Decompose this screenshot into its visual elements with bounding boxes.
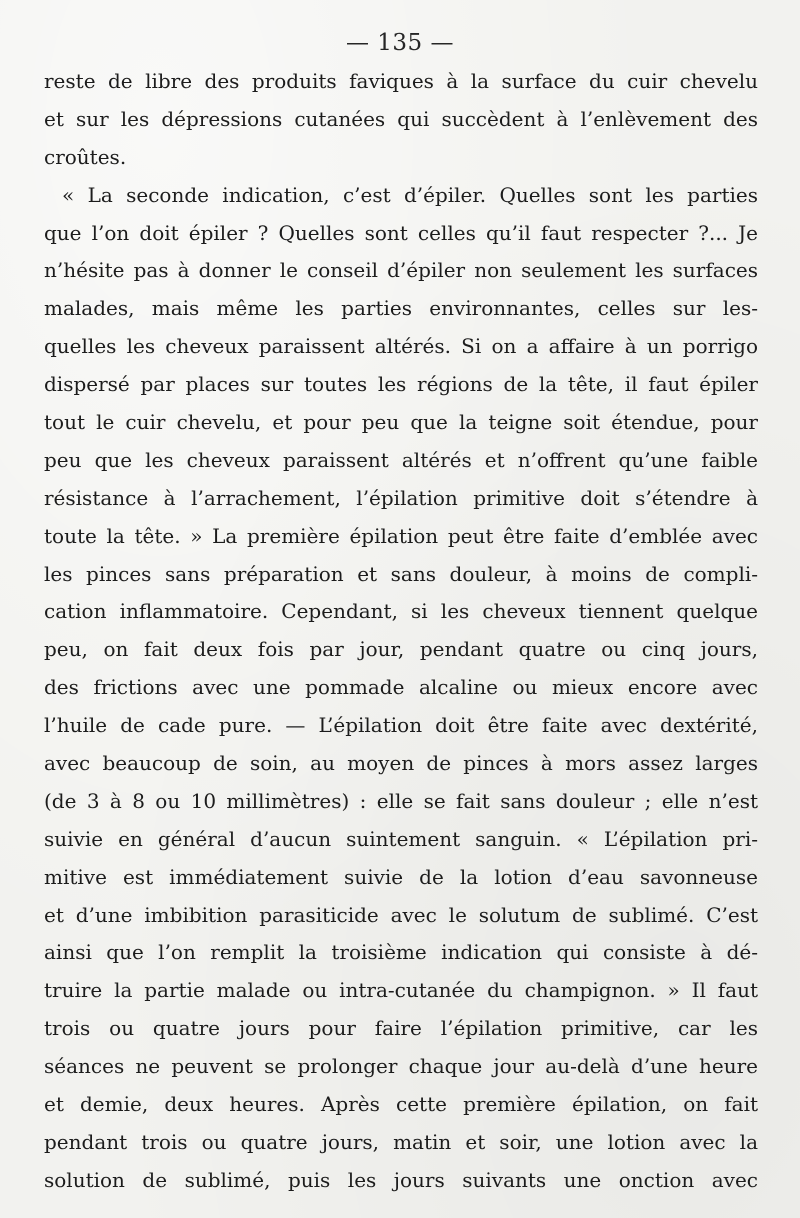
text-line: et demie, deux heures. Après cette première épilation, on fait <box>44 1092 758 1117</box>
text-line: ainsi que l’on remplit la troisième indication qui consiste à dé- <box>44 940 758 965</box>
text-line: et sur les dépressions cutanées qui succèdent à l’enlèvement des <box>44 106 758 131</box>
text-line: pendant trois ou quatre jours, matin et soir, une lotion avec la <box>44 1129 758 1154</box>
text-line: croûtes. <box>44 144 127 169</box>
text-line: malades, mais même les parties environnantes, celles sur les- <box>44 296 758 321</box>
text-line: suivie en général d’aucun suintement sanguin. « L’épilation pri- <box>44 826 758 851</box>
text-line: toute la tête. » La première épilation peut être faite d’emblée avec <box>44 523 758 548</box>
text-line: peu que les cheveux paraissent altérés et n’offrent qu’une faible <box>44 447 758 472</box>
text-line: l’huile de cade pure. — L’épilation doit être faite avec dextérité, <box>44 713 758 738</box>
text-line: mitive est immédiatement suivie de la lotion d’eau savonneuse <box>44 864 758 889</box>
text-line: cation inflammatoire. Cependant, si les cheveux tiennent quelque <box>44 599 758 624</box>
text-line: peu, on fait deux fois par jour, pendant quatre ou cinq jours, <box>44 637 758 662</box>
text-line: (de 3 à 8 ou 10 millimètres) : elle se fait sans douleur ; elle n’est <box>44 788 758 813</box>
body-text <box>44 63 758 1200</box>
text-line: tout le cuir chevelu, et pour peu que la teigne soit étendue, pour <box>44 410 758 435</box>
text-line: des frictions avec une pommade alcaline ou mieux encore avec <box>44 675 758 700</box>
text-line: reste de libre des produits faviques à la surface du cuir chevelu <box>44 69 758 93</box>
text-line: séances ne peuvent se prolonger chaque jour au-delà d’une heure <box>44 1054 758 1079</box>
page-number: — 135 — <box>345 30 455 56</box>
text-line: dispersé par places sur toutes les régions de la tête, il faut épiler <box>44 372 758 397</box>
text-line: les pinces sans préparation et sans douleur, à moins de compli- <box>44 561 758 586</box>
text-line: truire la partie malade ou intra-cutanée du champignon. » Il faut <box>44 978 758 1003</box>
text-line: que l’on doit épiler ? Quelles sont celles qu’il faut respecter ?... Je <box>44 220 758 245</box>
text-line: « La seconde indication, c’est d’épiler. Quelles sont les parties <box>62 182 758 207</box>
text-line: solution de sublimé, puis les jours suivants une onction avec <box>44 1167 758 1192</box>
text-line: trois ou quatre jours pour faire l’épilation primitive, car les <box>44 1016 758 1041</box>
text-line: n’hésite pas à donner le conseil d’épiler non seulement les surfaces <box>44 258 758 283</box>
text-line: quelles les cheveux paraissent altérés. Si on a affaire à un porrigo <box>44 334 758 359</box>
text-line: avec beaucoup de soin, au moyen de pinces à mors assez larges <box>44 751 758 776</box>
text-line: résistance à l’arrachement, l’épilation primitive doit s’étendre à <box>44 485 758 510</box>
text-line: et d’une imbibition parasiticide avec le solutum de sublimé. C’est <box>44 902 758 927</box>
